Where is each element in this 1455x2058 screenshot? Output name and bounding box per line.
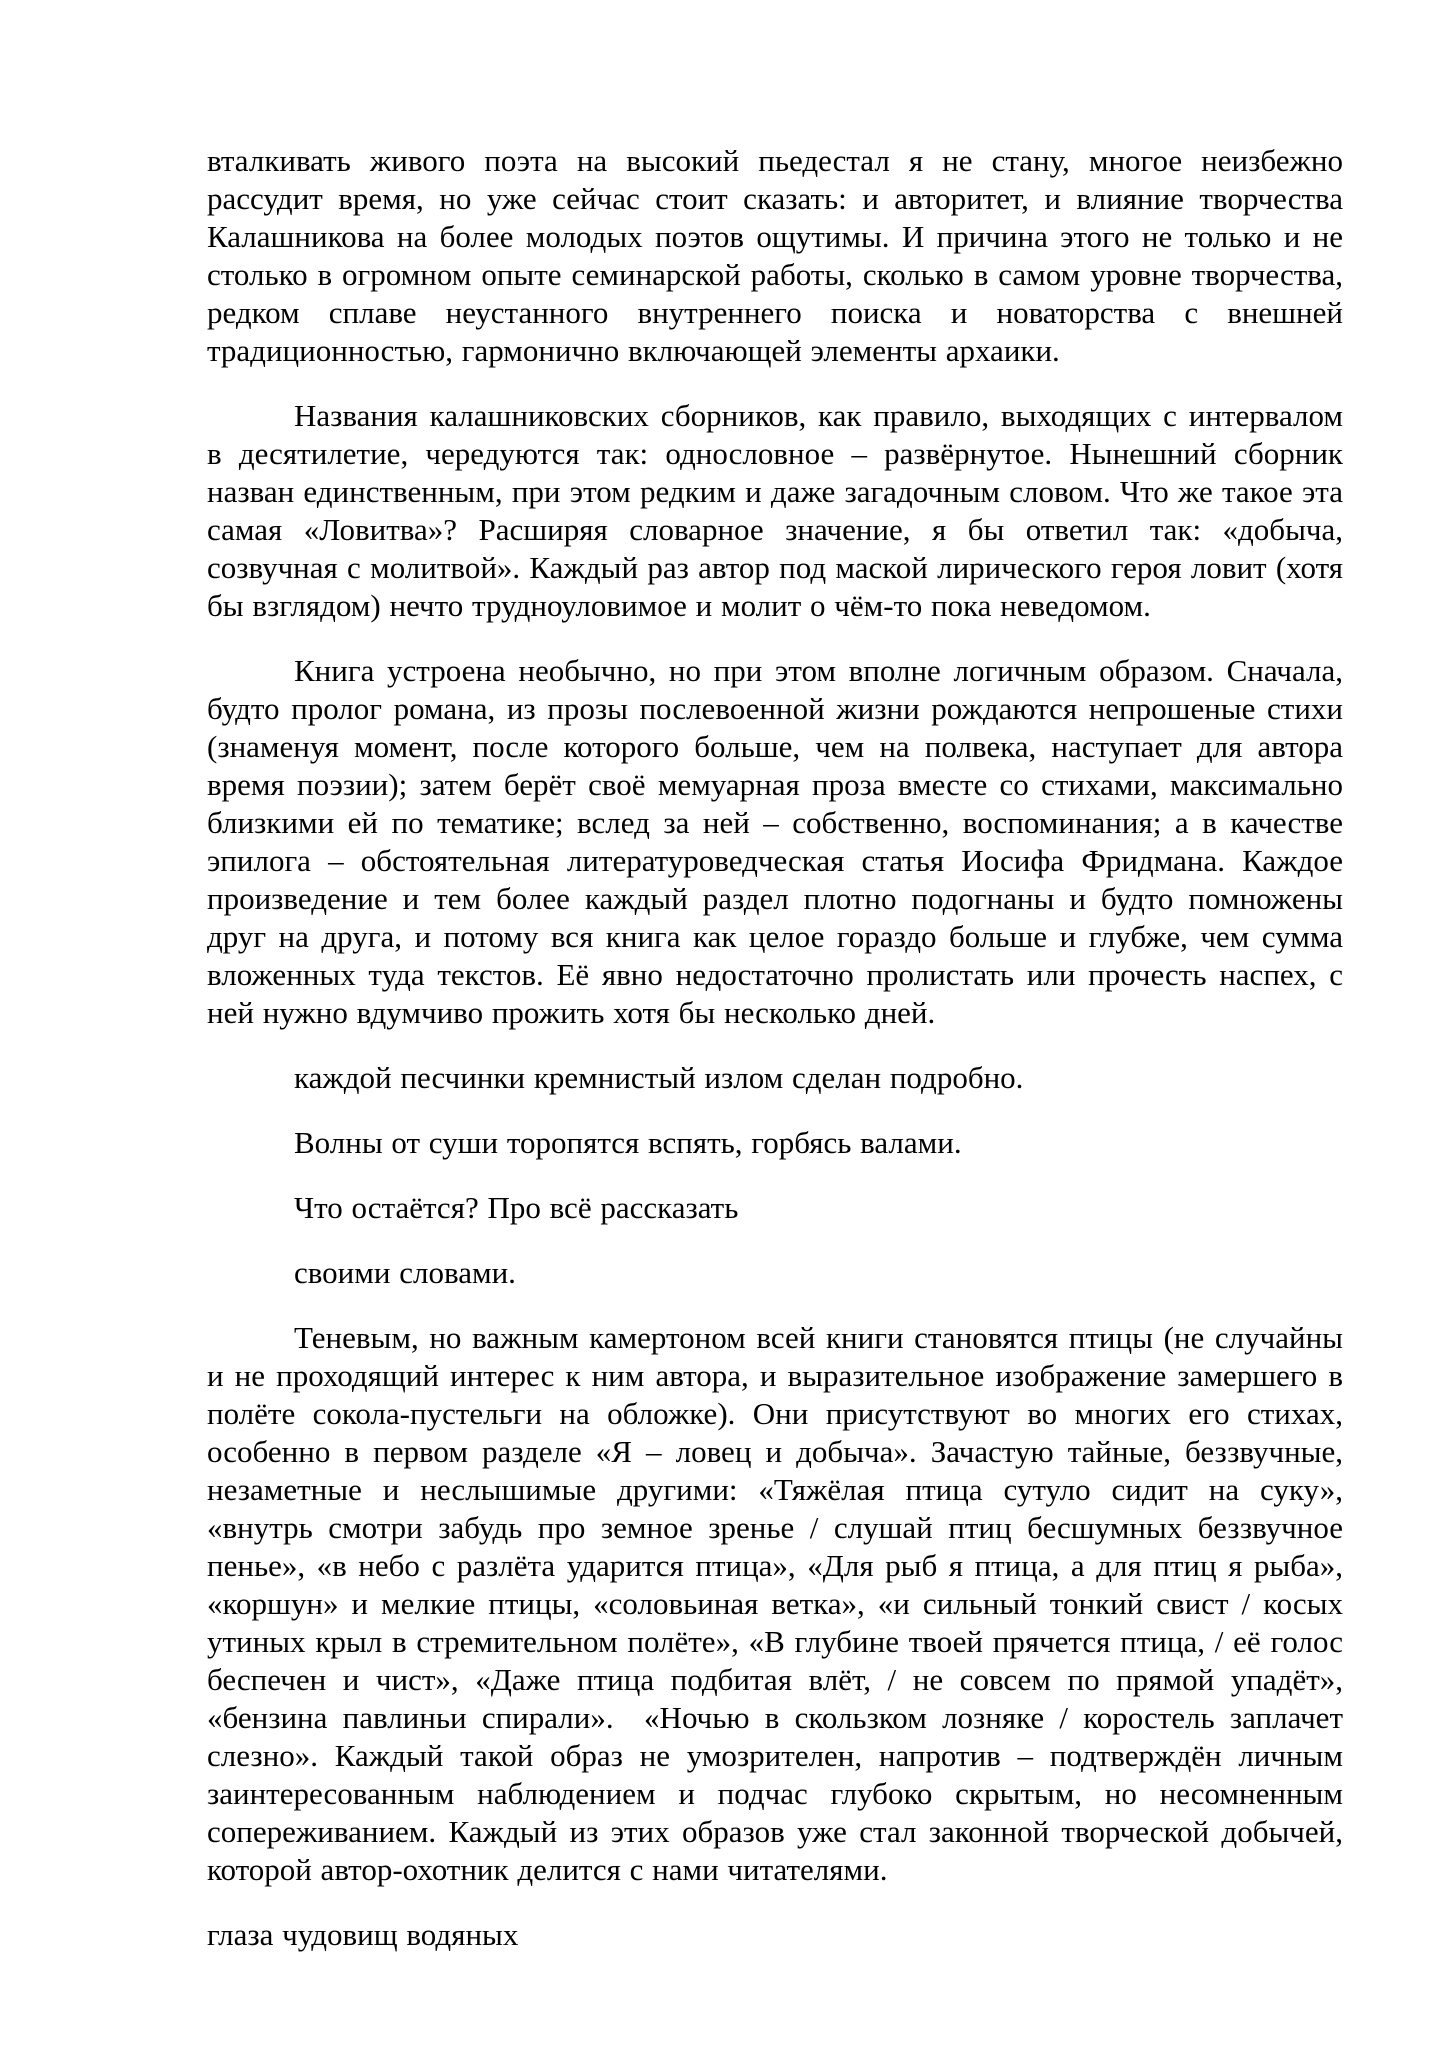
paragraph-collection-titles: Названия калашниковских сборников, как правило, выходящих с интервалом в десятилетие, чередуются так: однословное – развёрнутое. Нынешний сборник назван единственным, при этом редким и даже загадочным словом. Что же такое эта самая «Ловитва»? Расширяя словарное значение, я бы ответил так: «добыча, созвучная с молитвой». Каждый раз автор под маской лирического героя ловит (хотя бы взглядом) нечто трудноуловимое и молит о чём-то пока неведомом. [207,398,1343,623]
paragraph-book-structure: Книга устроена необычно, но при этом вполне логичным образом. Сначала, будто пролог романа, из прозы послевоенной жизни рождаются непрошеные стихи (знаменуя момент, после которого больше, чем на полвека, наступает для автора время поэзии); затем берёт своё мемуарная проза вместе со стихами, максимально близкими ей по тематике; вслед за ней – собственно, воспоминания; а в качестве эпилога – обстоятельная литературоведческая статья Иосифа Фридмана. Каждое произведение и тем более каждый раздел плотно подогнаны и будто помножены друг на друга, и потому вся книга как целое гораздо больше и глубже, чем сумма вложенных туда текстов. Её явно недостаточно пролистать или прочесть наспех, с ней нужно вдумчиво прожить хотя бы несколько дней. [207,653,1343,1030]
poem-line-2: Волны от суши торопятся вспять, горбясь валами. [294,1125,962,1160]
poem-line-4: своими словами. [294,1255,516,1290]
paragraph-intro-continuation: вталкивать живого поэта на высокий пьедестал я не стану, многое неизбежно рассудит время, но уже сейчас стоит сказать: и авторитет, и влияние творчества Калашникова на более молодых поэтов ощутимы. И причина этого не только и не столько в огромном опыте семинарской работы, сколько в самом уровне творчества, редком сплаве неустанного внутреннего поиска и новаторства с внешней традиционностью, гармонично включающей элементы архаики. [207,143,1343,368]
poem-line-1: каждой песчинки кремнистый излом сделан подробно. [294,1060,1024,1095]
closing-fragment-line: глаза чудовищ водяных [207,1917,519,1952]
paragraph-birds-theme: Теневым, но важным камертоном всей книги становятся птицы (не случайны и не проходящий интерес к ним автора, и выразительное изображение замершего в полёте сокола-пустельги на обложке). Они присутствуют во многих его стихах, особенно в первом разделе «Я – ловец и добыча». Зачастую тайные, беззвучные, незаметные и неслышимые другими: «Тяжёлая птица сутуло сидит на суку», «внутрь смотри забудь про земное зренье / слушай птиц бесшумных беззвучное пенье», «в небо с разлёта ударится птица», «Для рыб я птица, а для птиц я рыба», «коршун» и мелкие птицы, «соловьиная ветка», «и сильный тонкий свист / косых утиных крыл в стремительном полёте», «В глубине твоей прячется птица, / её голос беспечен и чист», «Даже птица подбитая влёт, / не совсем по прямой упадёт», «бензина павлиньи спирали». «Ночью в скользком лозняке / коростель заплачет слезно». Каждый такой образ не умозрителен, напротив – подтверждён личным заинтересованным наблюдением и подчас глубоко скрытым, но несомненным сопереживанием. Каждый из этих образов уже стал законной творческой добычей, которой автор-охотник делится с нами читателями. [207,1320,1343,1887]
poem-line-3: Что остаётся? Про всё рассказать [294,1190,739,1225]
